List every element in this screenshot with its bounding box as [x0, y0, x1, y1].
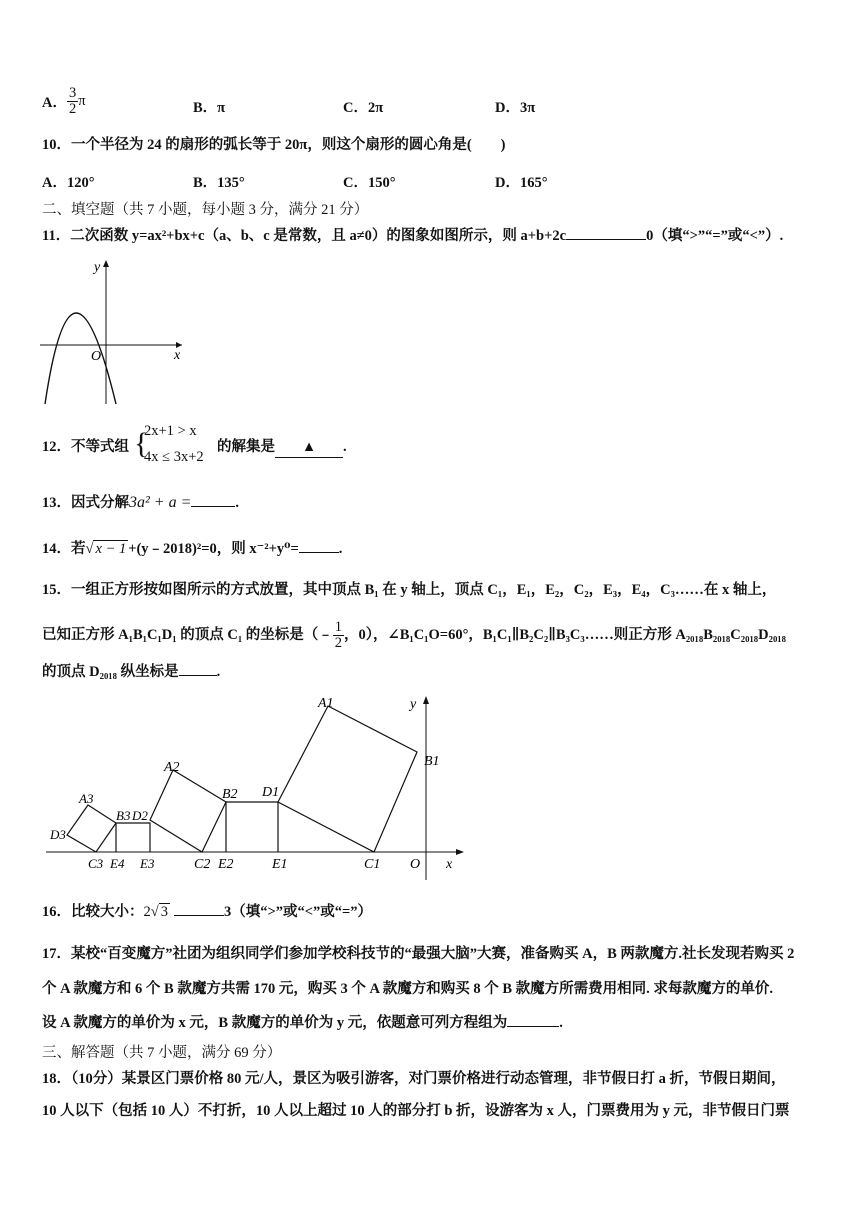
q15-label-A1: A1	[318, 696, 334, 711]
q10-option-b: B．135°	[193, 175, 245, 191]
q11-parabola-figure	[36, 252, 196, 412]
q15-label-x: x	[446, 857, 453, 872]
q17-line-3: 设 A 款魔方的单价为 x 元，B 款魔方的单价为 y 元，依题意可列方程组为 .	[42, 1015, 563, 1031]
q11-origin-label: O	[91, 349, 102, 364]
q18-line-2: 10 人以下（包括 10 人）不打折，10 人以上超过 10 人的部分打 b 折，设游客为 x 人，门票费用为 y 元，非节假日门票	[42, 1103, 790, 1119]
q11-y-label: y	[94, 260, 101, 275]
q15-square-1	[278, 706, 417, 852]
q15-label-A3: A3	[79, 791, 94, 806]
q13-text: 13．因式分解3a² + a = .	[42, 494, 240, 511]
q15-x-arrow	[456, 849, 464, 855]
q15-label-B1: B1	[424, 754, 440, 769]
q12-answer-blank	[275, 437, 343, 458]
q9-option-a-fraction: $\frac{3}{2}$	[68, 85, 77, 117]
q15-line-3: 的顶点 D₂₀₁₈ 纵坐标是 .	[42, 664, 221, 680]
q13-expression: 3a² + a =	[129, 494, 192, 511]
q14-radicand: x − 1	[95, 541, 127, 557]
q15-label-B3: B3	[116, 808, 131, 823]
q15-square-2	[150, 770, 226, 852]
q12-text: 12．不等式组	[42, 439, 129, 455]
q10-option-a: A．120°	[42, 175, 95, 191]
q12-inequality-2: 4x ≤ 3x+2	[144, 449, 204, 465]
q17-line-1: 17．某校“百变魔方”社团为组织同学们参加学校科技节的“最强大脑”大赛，准备购买 A，B 两款魔方.社长发现若购买 2	[42, 946, 795, 962]
q15-line-2: 已知正方形 A₁B₁C₁D₁ 的顶点 C₁ 的坐标是（﹣ $\frac{1}{2}$ ，0），∠B₁C₁O=60°，B₁C₁∥B₂C₂∥B₃C₃……则正方形 A₂₀₁₈B₂₀₁₈C₂₀₁₈D₂₀₁₈	[42, 619, 786, 651]
q15-label-C1: C1	[364, 857, 381, 872]
q9-option-c: C．2π	[343, 100, 384, 116]
q16-radicand: 3	[160, 904, 168, 920]
q11-text: 11．二次函数 y=ax²+bx+c（a、b、c 是常数，且 a≠0）的图象如图所示，则 a+b+2c 0（填“>”“=”或“<”）.	[42, 228, 784, 244]
q16-text: 16．比较大小：2√ 3 3（填“>”或“<”或“=”）	[42, 904, 373, 920]
q15-line-1: 15．一组正方形按如图所示的方式放置，其中顶点 B₁ 在 y 轴上，顶点 C₁，E₁，E₂，C₂，E₃，E₄，C₃……在 x 轴上，	[42, 582, 777, 598]
q12-suffix: 的解集是 ▲ .	[217, 437, 347, 458]
q15-y-arrow	[423, 696, 429, 704]
q15-label-D3: D3	[50, 827, 66, 842]
q14-answer-blank	[299, 552, 339, 553]
q15-connector-rect-2	[116, 823, 150, 852]
q10-option-d: D．165°	[495, 175, 548, 191]
section-2-heading: 二、填空题（共 7 小题，每小题 3 分，满分 21 分）	[42, 202, 369, 218]
q14-text: 14．若√ x − 1 +(y﹣2018)²=0，则 x⁻²+y⁰= .	[42, 541, 343, 557]
q15-label-C3: C3	[88, 856, 104, 871]
q10-text: 10．一个半径为 24 的扇形的弧长等于 20π，则这个扇形的圆心角是( )	[42, 137, 506, 153]
q16-sqrt-sign: √	[150, 904, 159, 920]
q11-y-arrow	[103, 260, 109, 267]
q18-line-1: 18．（10分）某景区门票价格 80 元/人，景区为吸引游客，对门票价格进行动态管理，非节假日打 a 折，节假日期间，	[42, 1071, 786, 1087]
q14-sqrt-sign: √	[85, 541, 94, 557]
q13-answer-blank	[191, 506, 235, 507]
q12-inequality-1: 2x+1 > x	[144, 423, 197, 439]
q15-label-D2: D2	[132, 808, 148, 823]
q9-option-a-label: A．	[42, 95, 67, 111]
q15-answer-blank	[179, 675, 217, 676]
q12-placeholder-triangle: ▲	[301, 439, 317, 455]
q15-label-C2: C2	[194, 857, 211, 872]
q16-answer-blank	[174, 915, 224, 916]
q15-label-y: y	[410, 697, 417, 712]
section-3-heading: 三、解答题（共 7 小题，满分 69 分）	[42, 1045, 282, 1061]
q15-square-3	[67, 805, 116, 852]
q15-label-E4: E4	[110, 856, 125, 871]
q11-answer-blank	[566, 239, 646, 240]
q15-label-E1: E1	[272, 857, 288, 872]
q15-label-B2: B2	[222, 787, 238, 802]
q15-label-D1: D1	[262, 785, 280, 800]
q12-system-brace: {	[134, 427, 149, 460]
q9-option-d: D．3π	[495, 100, 536, 116]
q15-label-A2: A2	[164, 760, 180, 775]
q17-answer-blank	[507, 1026, 559, 1027]
q9-option-a: A． $\frac{3}{2}$ π	[42, 85, 86, 117]
q10-option-c: C．150°	[343, 175, 396, 191]
q9-option-b: B．π	[193, 100, 226, 116]
q11-parabola-curve	[45, 313, 116, 404]
q15-fraction: $\frac{1}{2}$	[334, 619, 343, 651]
q15-squares-figure	[42, 692, 472, 882]
q15-label-O: O	[410, 857, 421, 872]
q15-label-E2: E2	[218, 857, 234, 872]
q15-connector-rect-1	[226, 802, 278, 852]
q11-x-label: x	[174, 348, 181, 363]
q15-label-E3: E3	[140, 856, 155, 871]
q17-line-2: 个 A 款魔方和 6 个 B 款魔方共需 170 元，购买 3 个 A 款魔方和购买 8 个 B 款魔方所需费用相同. 求每款魔方的单价.	[42, 981, 774, 997]
